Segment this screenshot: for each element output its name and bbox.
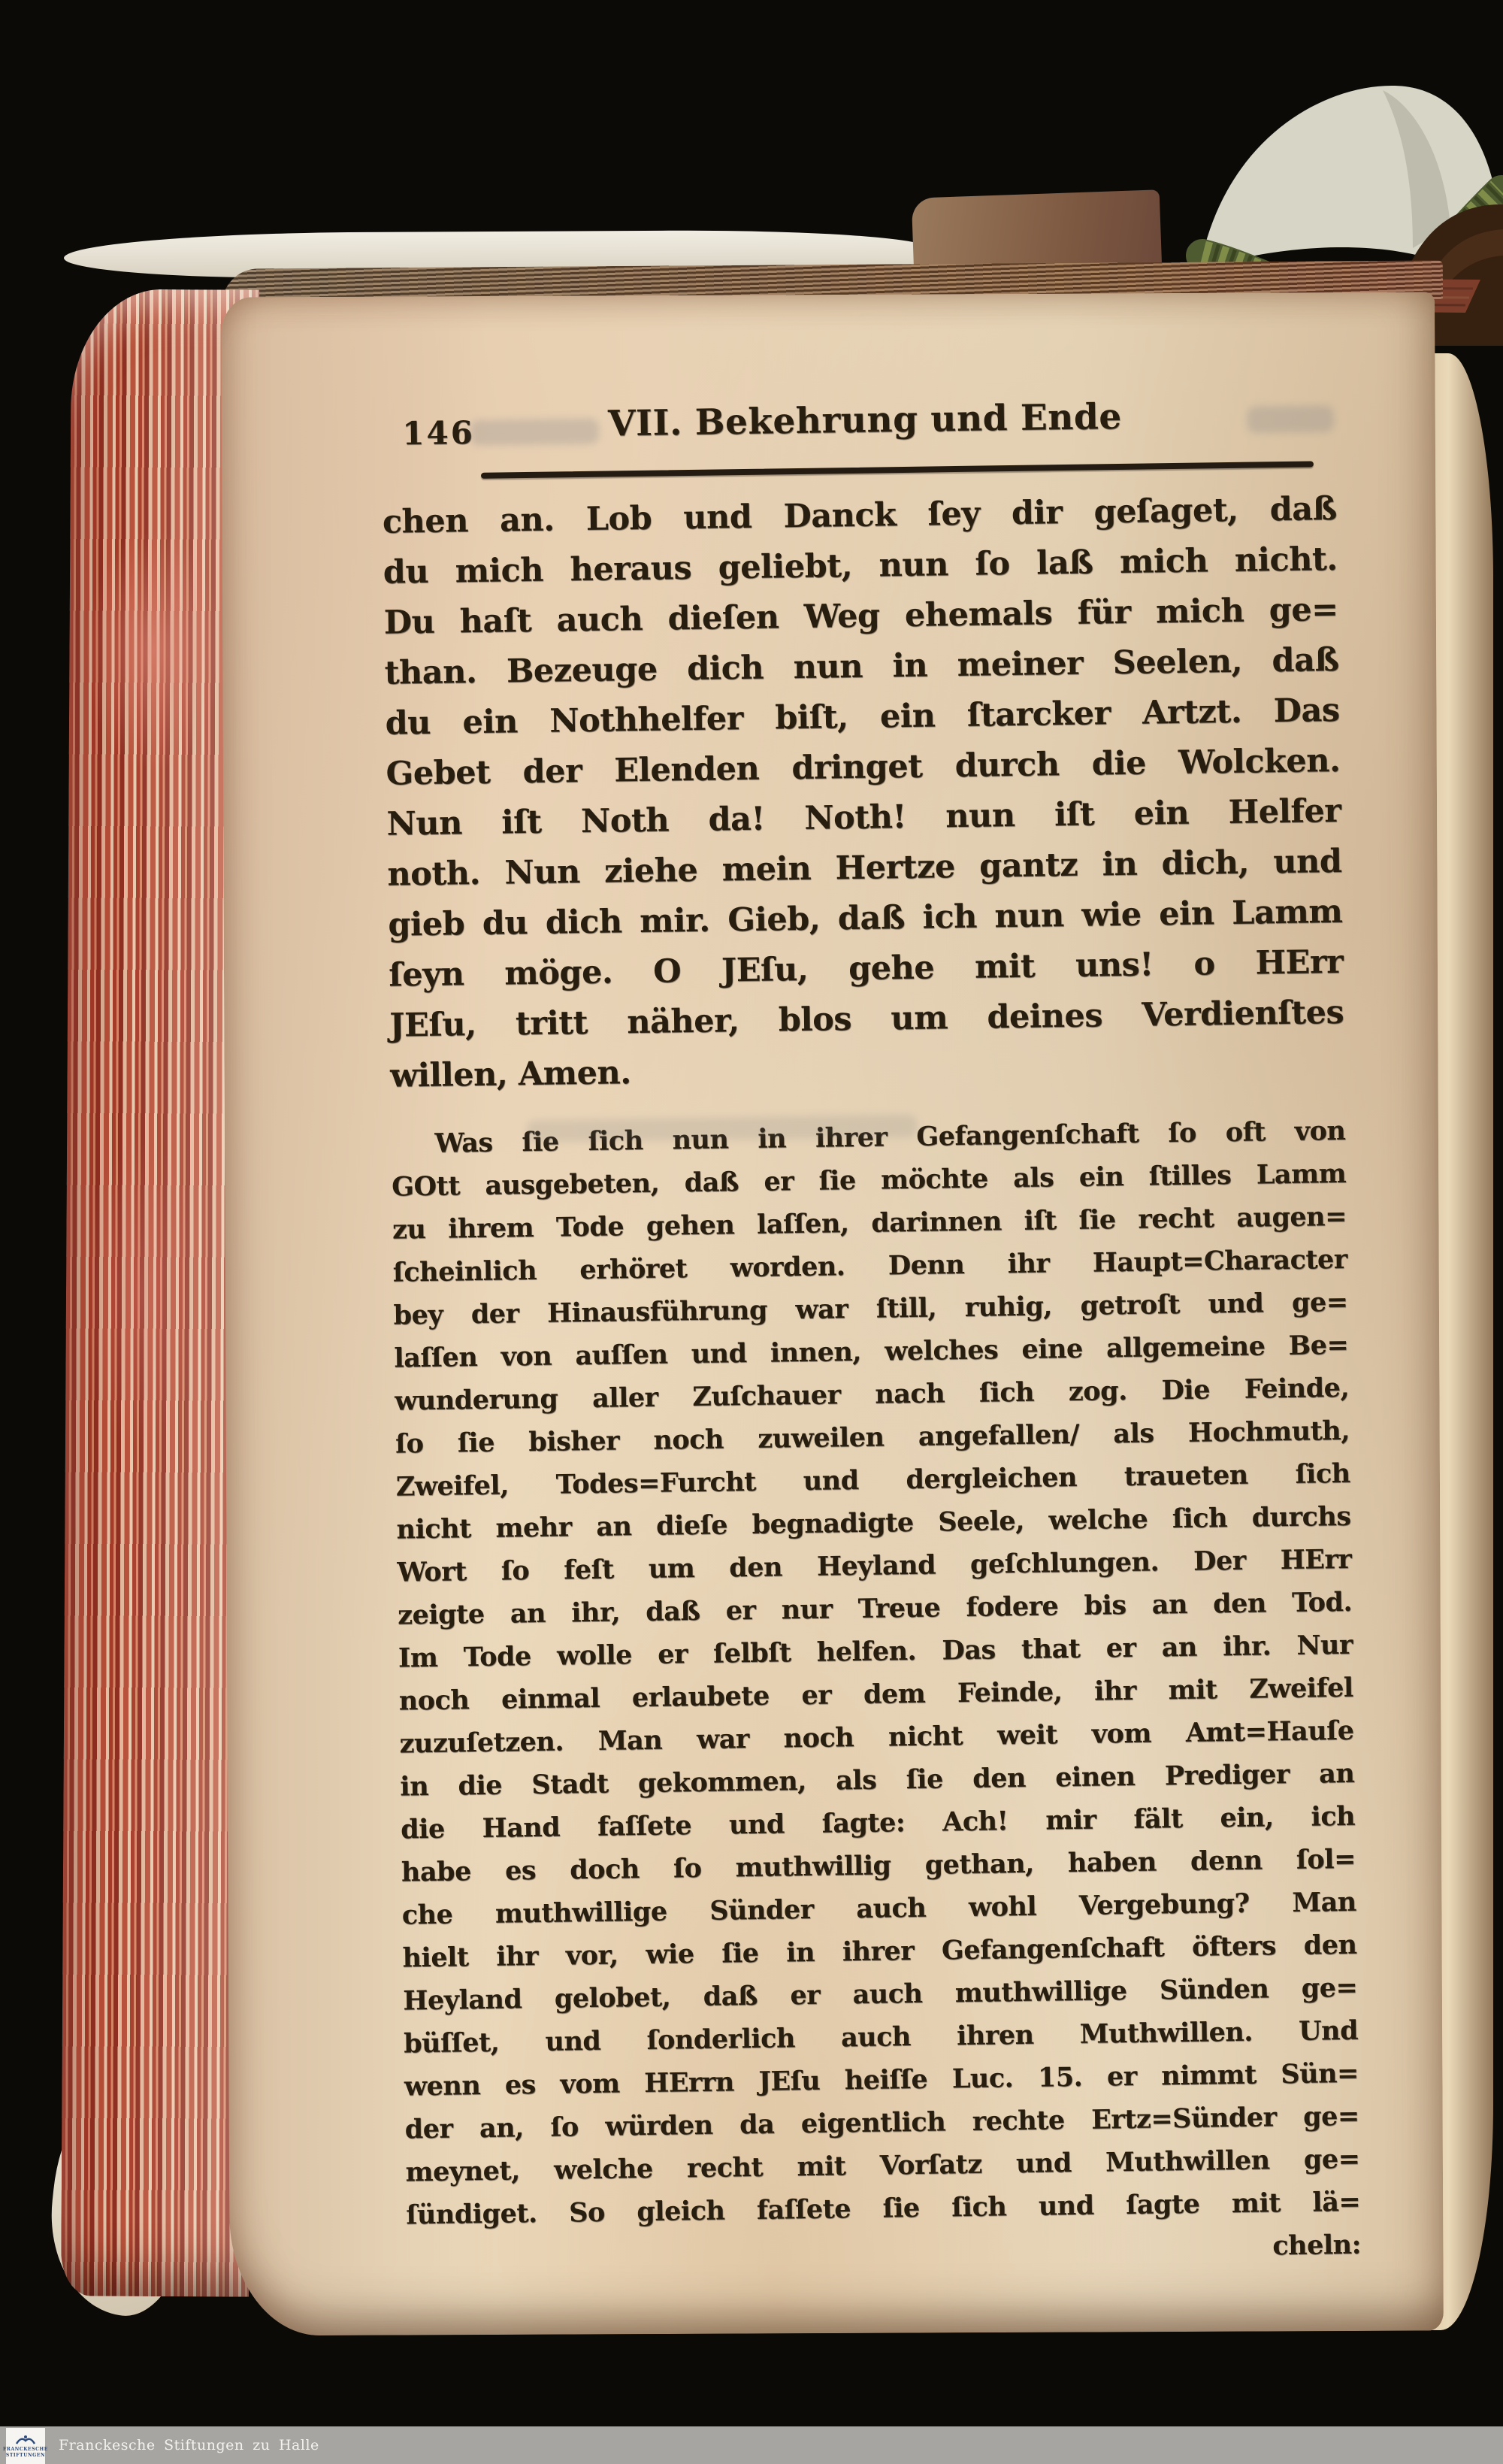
text-line: Heyland gelobet, daß er auch muthwillige Sünden ge= xyxy=(403,1972,1358,2017)
paragraph-narrative xyxy=(391,1110,1361,2281)
text-line: Was ſie ſich nun in ihrer Gefangenſchaft ſo oft von xyxy=(434,1115,1346,1159)
watermark-label: Franckesche Stiftungen zu Halle xyxy=(59,2437,319,2453)
library-watermark-bar xyxy=(0,2426,1503,2464)
text-line: wenn es vom HErrn JEſu heiſſe Luc. 15. er nimmt Sün= xyxy=(404,2057,1359,2102)
text-line: Wort ſo feſt um den Heyland geſchlungen. Der HErr xyxy=(397,1543,1352,1588)
text-line: hielt ihr vor, wie ſie in ihrer Gefangenſchaft öfters den xyxy=(402,1929,1357,1974)
text-line: gieb du dich mir. Gieb, daß ich nun wie ein Lamm xyxy=(388,892,1343,944)
text-line: Du haſt auch dieſen Weg ehemals für mich ge= xyxy=(383,590,1339,642)
text-line: ſo ſie bisher noch zuweilen angefallen/ als Hochmuth, xyxy=(395,1415,1350,1460)
text-line: habe es doch ſo muthwillig gethan, haben denn ſol= xyxy=(401,1843,1356,1888)
text-line: Nun iſt Noth da! Noth! nun iſt ein Helfer xyxy=(386,792,1341,843)
text-line: nicht mehr an dieſe begnadigte Seele, welche ſich durchs xyxy=(396,1500,1351,1545)
text-line: du ein Nothhelfer biſt, ein ſtarcker Artzt. Das xyxy=(385,691,1340,743)
book-page xyxy=(221,292,1444,2335)
text-line: die Hand faſſete und ſagte: Ach! mir fält ein, ich xyxy=(400,1800,1356,1845)
header-rule xyxy=(481,461,1314,478)
page-text-area xyxy=(381,393,1362,2270)
bleedthrough-mark xyxy=(470,419,599,446)
text-line: du mich heraus geliebt, nun ſo laß mich nicht. xyxy=(383,540,1338,592)
eagle-sun-icon xyxy=(14,2434,37,2446)
text-line: bey der Hinausführung war ſtill, ruhig, getroſt und ge= xyxy=(393,1286,1348,1331)
text-line: meynet, welche recht mit Vorſatz und Muthwillen ge= xyxy=(405,2143,1360,2188)
text-line: zu ihrem Tode gehen laſſen, darinnen iſt ſie recht augen= xyxy=(392,1200,1347,1246)
logo-text: STIFTUNGEN xyxy=(5,2453,46,2458)
text-line: Zweifel, Todes=Furcht und dergleichen traueten ſich xyxy=(395,1458,1350,1503)
text-line-catchword: cheln: xyxy=(1272,2229,1362,2262)
text-line: che muthwillige Sünder auch wohl Vergebung? Man xyxy=(401,1886,1356,1931)
text-line: than. Bezeuge dich nun in meiner Seelen, daß xyxy=(384,640,1339,692)
running-header-row xyxy=(381,393,1336,462)
text-line: noth. Nun ziehe mein Hertze gantz in dich, und xyxy=(387,842,1342,894)
franckesche-stiftungen-logo xyxy=(3,2428,48,2464)
logo-text: FRANCKESCHE xyxy=(3,2447,48,2452)
paragraph-prayer xyxy=(382,485,1344,1103)
page-number: 146 xyxy=(401,413,476,453)
text-line: ſcheinlich erhöret worden. Denn ihr Haupt=Character xyxy=(392,1243,1348,1288)
text-line: wunderung aller Zuſchauer nach ſich zog. Die Feinde, xyxy=(394,1372,1350,1417)
text-line: ſeyn möge. O JEſu, gehe mit uns! o HErr xyxy=(388,943,1344,994)
bleedthrough-mark xyxy=(1247,405,1334,434)
text-line: der an, ſo würden da eigentlich rechte Ertz=Sünder ge= xyxy=(404,2100,1359,2145)
text-line: noch einmal erlaubete er dem Feinde, ihr mit Zweifel xyxy=(398,1672,1353,1717)
text-line: Im Tode wolle er ſelbſt helfen. Das that er an ihr. Nur xyxy=(398,1629,1353,1674)
text-line: GOtt ausgebeten, daß er ſie möchte als ein ſtilles Lamm xyxy=(391,1158,1347,1203)
text-line: laſſen von auſſen und innen, welches eine allgemeine Be= xyxy=(394,1329,1349,1374)
running-header-title: VII. Bekehrung und Ende xyxy=(607,395,1123,445)
text-line: ſündiget. So gleich faſſete ſie ſich und ſagte mit lä= xyxy=(406,2186,1361,2231)
text-line: chen an. Lob und Danck ſey dir geſaget, daß xyxy=(382,489,1338,541)
text-line: zuzuſetzen. Man war noch nicht weit vom Amt=Hauſe xyxy=(399,1715,1354,1760)
text-line: zeigte an ihr, daß er nur Treue fodere bis an den Tod. xyxy=(397,1586,1353,1631)
text-line: Gebet der Elenden dringet durch die Wolcken. xyxy=(386,741,1341,793)
text-line: willen, Amen. xyxy=(389,1054,632,1095)
text-line: büſſet, und ſonderlich auch ihren Muthwillen. Und xyxy=(403,2014,1359,2060)
text-line: JEſu, tritt näher, blos um deines Verdienſtes xyxy=(389,993,1344,1045)
text-line: in die Stadt gekommen, als ſie den einen Prediger an xyxy=(400,1757,1355,1803)
